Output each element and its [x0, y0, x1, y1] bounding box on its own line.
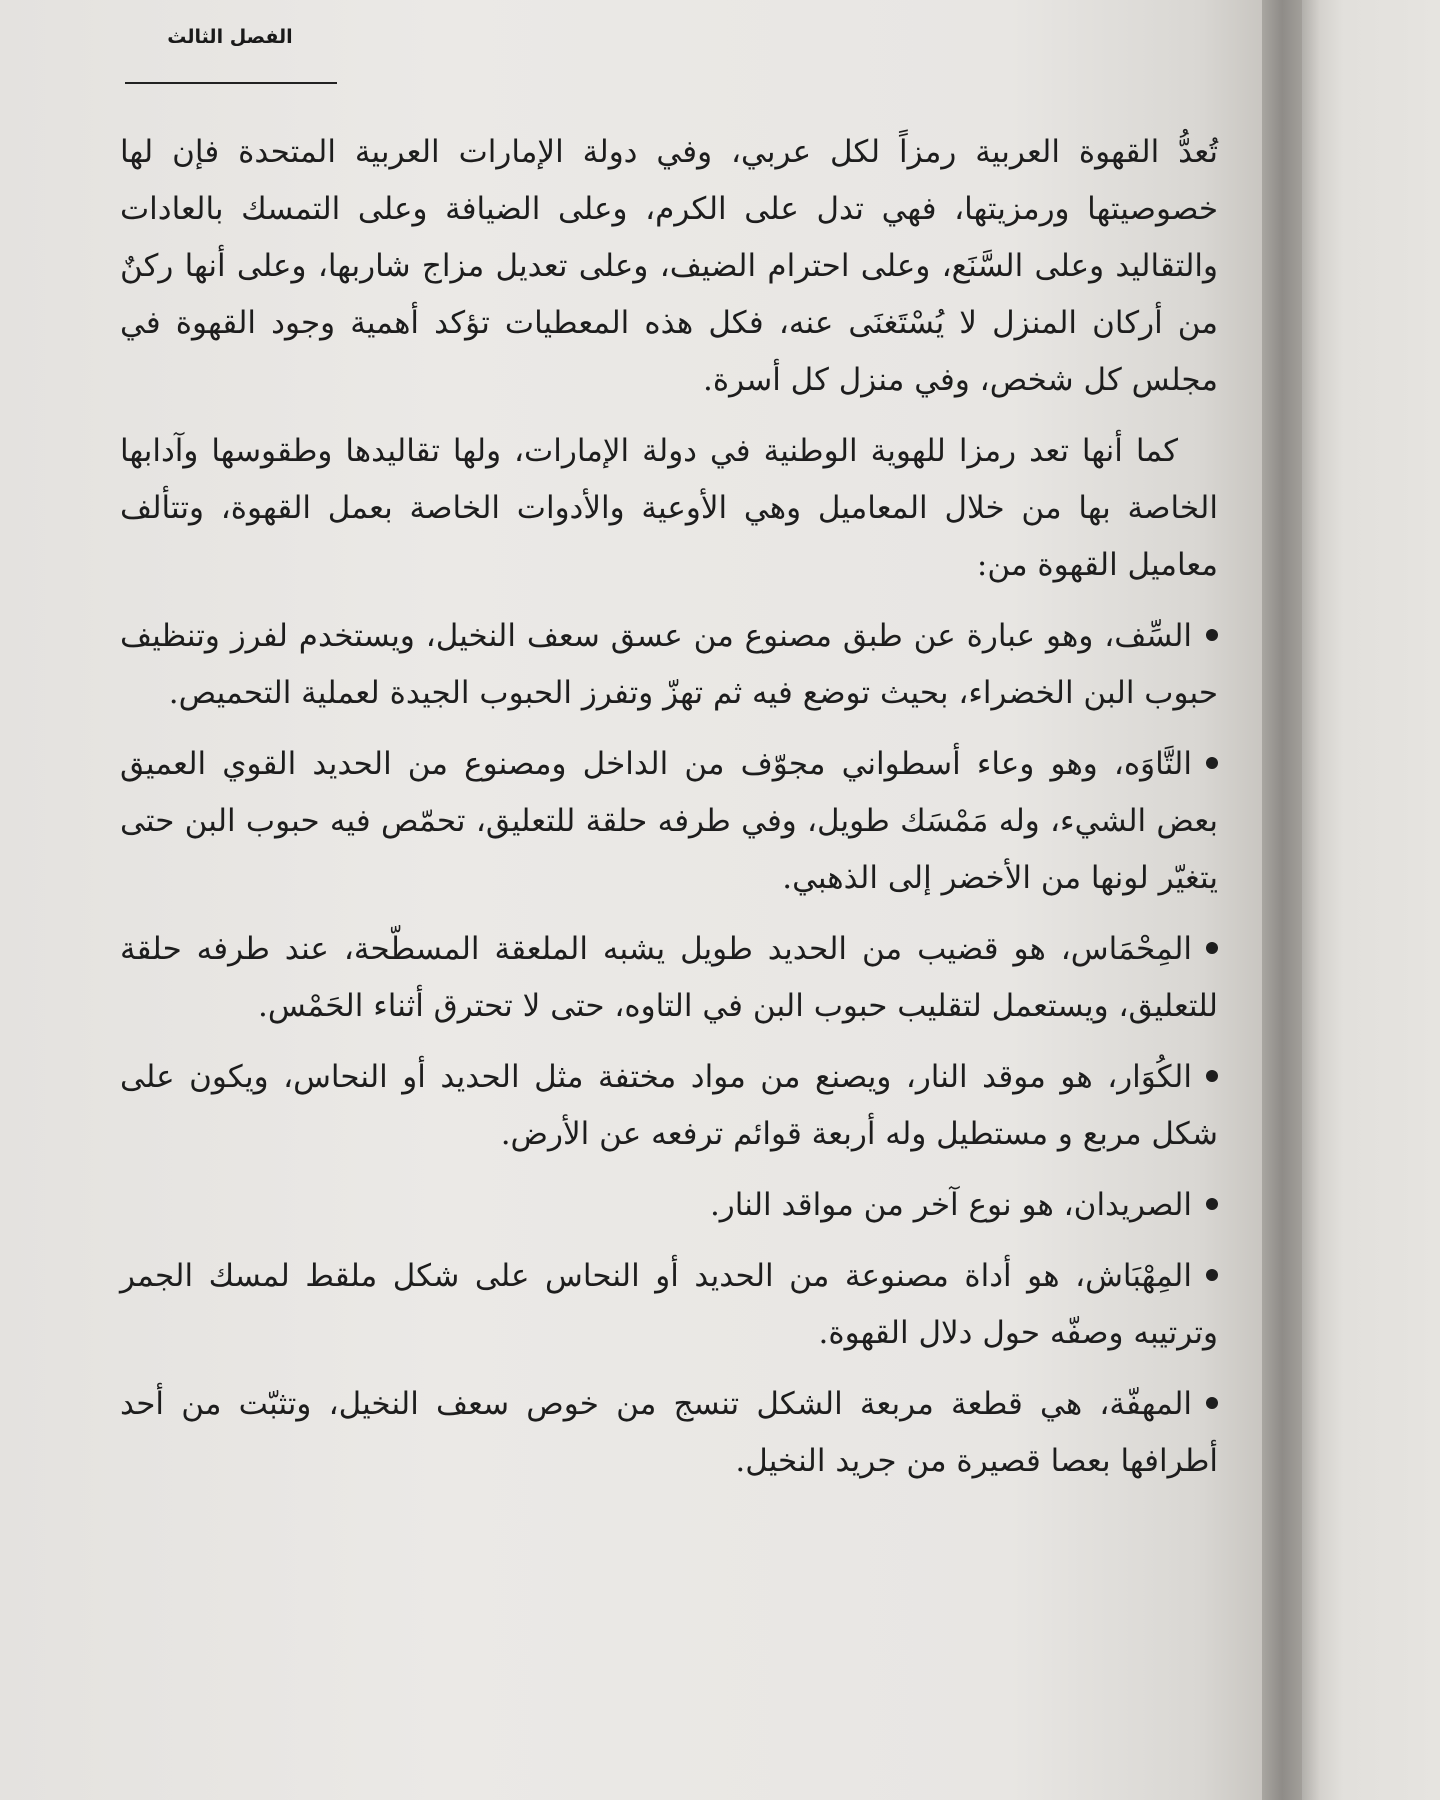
bullet-icon	[1206, 629, 1218, 641]
bullet-item-mihbash	[120, 1248, 1218, 1362]
facing-page-edge	[1302, 0, 1440, 1800]
bullet-text: المِحْمَاس، هو قضيب من الحديد طويل يشبه الملعقة المسطّحة، عند طرفه حلقة للتعليق، ويستعمل لتقليب حبوب البن في التاوه، حتى لا تحترق أثناء الحَمْس.	[120, 931, 1218, 1024]
bullet-item-sif	[120, 608, 1218, 722]
paragraph-intro: تُعدُّ القهوة العربية رمزاً لكل عربي، وفي دولة الإمارات العربية المتحدة فإن لها خصوصيتها ورمزيتها، فهي تدل على الكرم، وعلى الضيافة وعلى التمسك بالعادات والتقاليد وعلى السَّنَع، وعلى احترام الضيف، وعلى تعديل مزاج شاربها، وعلى أنها ركنٌ من أركان المنزل لا يُسْتَغنَى عنه، فكل هذه المعطيات تؤكد أهمية وجود القهوة في مجلس كل شخص، وفي منزل كل أسرة.	[120, 134, 1218, 398]
bullet-icon	[1206, 1269, 1218, 1281]
bullet-icon	[1206, 942, 1218, 954]
bullet-text: التَّاوَه، وهو وعاء أسطواني مجوّف من الداخل ومصنوع من الحديد القوي العميق بعض الشيء، وله مَمْسَك طويل، وفي طرفه حلقة للتعليق، تحمّص فيه حبوب البن حتى يتغيّر لونها من الأخضر إلى الذهبي.	[120, 746, 1218, 896]
body-text	[120, 124, 1218, 1504]
bullet-icon	[1206, 1397, 1218, 1409]
book-gutter	[1262, 0, 1302, 1800]
chapter-header: الفصل الثالث	[167, 26, 293, 48]
bullet-text: الكُوَار، هو موقد النار، ويصنع من مواد مختفة مثل الحديد أو النحاس، ويكون على شكل مربع و مستطيل وله أربعة قوائم ترفعه عن الأرض.	[120, 1059, 1218, 1152]
bullet-text: المهفّة، هي قطعة مربعة الشكل تنسج من خوص سعف النخيل، وتثبّت من أحد أطرافها بعصا قصيرة من جريد النخيل.	[120, 1386, 1218, 1479]
bullet-text: المِهْبَاش، هو أداة مصنوعة من الحديد أو النحاس على شكل ملقط لمسك الجمر وترتيبه وصفّه حول دلال القهوة.	[120, 1258, 1218, 1351]
bullet-text: الصريدان، هو نوع آخر من مواقد النار.	[709, 1187, 1192, 1223]
bullet-item-tawah	[120, 736, 1218, 907]
bullet-item-mihmas	[120, 921, 1218, 1035]
bullet-item-sridan	[120, 1177, 1218, 1234]
bullet-icon	[1206, 1198, 1218, 1210]
bullet-item-kuwar	[120, 1049, 1218, 1163]
bullet-item-mahaffa	[120, 1376, 1218, 1490]
header-rule	[125, 82, 337, 84]
paragraph-identity: كما أنها تعد رمزا للهوية الوطنية في دولة الإمارات، ولها تقاليدها وطقوسها وآدابها الخاصة بها من خلال المعاميل وهي الأوعية والأدوات الخاصة بعمل القهوة، وتتألف معاميل القهوة من:	[120, 433, 1218, 583]
bullet-icon	[1206, 1070, 1218, 1082]
bullet-icon	[1206, 757, 1218, 769]
bullet-text: السِّف، وهو عبارة عن طبق مصنوع من عسق سعف النخيل، ويستخدم لفرز وتنظيف حبوب البن الخضراء، بحيث توضع فيه ثم تهزّ وتفرز الحبوب الجيدة لعملية التحميص.	[120, 618, 1218, 711]
